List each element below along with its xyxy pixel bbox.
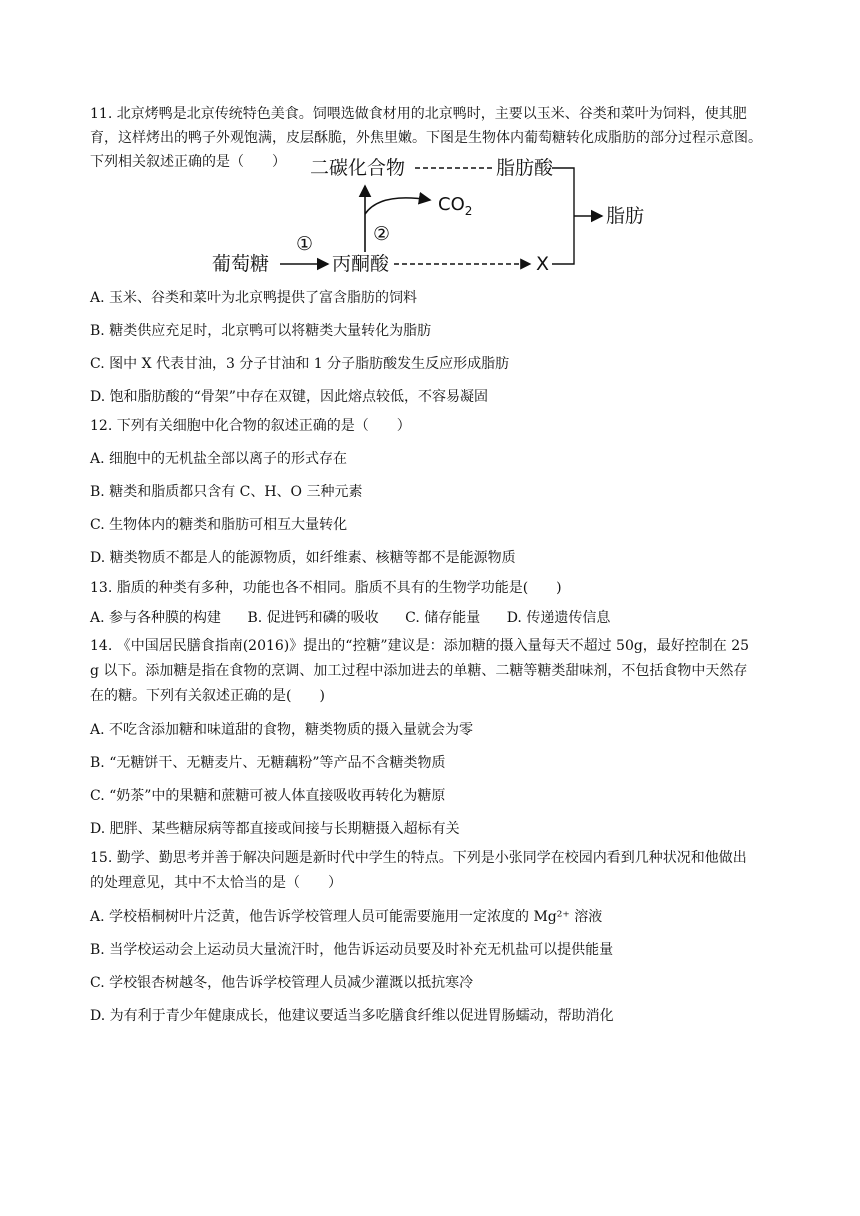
q14-stem-line-3: 在的糖。下列有关叙述正确的是( ) (90, 688, 325, 704)
q15-option-d: D. 为有利于青少年健康成长，他建议要适当多吃膳食纤维以促进胃肠蠕动，帮助消化 (90, 1008, 614, 1024)
q13-options-row (90, 608, 632, 628)
q14-stem-line-2: g 以下。添加糖是指在食物的烹调、加工过程中添加进去的单糖、二糖等糖类甜味剂，不包括食物中天然存 (90, 663, 748, 679)
q14-option-c: C. “奶茶”中的果糖和蔗糖可被人体直接吸收再转化为糖原 (90, 788, 446, 804)
q12-stem: 12. 下列有关细胞中化合物的叙述正确的是（ ） (90, 418, 411, 434)
pyruvate-label: 丙酮酸 (332, 253, 390, 275)
q15-option-a: A. 学校梧桐树叶片泛黄，他告诉学校管理人员可能需要施用一定浓度的 Mg²⁺ 溶液 (90, 909, 603, 925)
two-carbon-compound-label: 二碳化合物 (310, 157, 406, 179)
fat-label: 脂肪 (606, 205, 645, 227)
q14-option-b: B. “无糖饼干、无糖麦片、无糖藕粉”等产品不含糖类物质 (90, 755, 446, 771)
q12-option-d: D. 糖类物质不都是人的能源物质，如纤维素、核糖等都不是能源物质 (90, 550, 516, 566)
q13-option-b: B. 促进钙和磷的吸收 (247, 610, 379, 626)
q11-stem-line-3: 下列相关叙述正确的是（ ） (90, 154, 286, 170)
q13-option-d: D. 传递遗传信息 (506, 610, 611, 626)
q14-stem-line-1: 14. 《中国居民膳食指南(2016)》提出的“控糖”建议是：添加糖的摄入量每天不超过 50g，最好控制在 25 (90, 638, 750, 654)
q15-option-b: B. 当学校运动会上运动员大量流汗时，他告诉运动员要及时补充无机盐可以提供能量 (90, 942, 614, 958)
q11-option-b: B. 糖类供应充足时，北京鸭可以将糖类大量转化为脂肪 (90, 323, 432, 339)
q11-option-d: D. 饱和脂肪酸的“骨架”中存在双键，因此熔点较低，不容易凝固 (90, 389, 488, 405)
q11-stem-line-2: 育，这样烤出的鸭子外观饱满，皮层酥脆，外焦里嫩。下图是生物体内葡萄糖转化成脂肪的部分过程示意图。 (90, 130, 762, 146)
merge-bracket (552, 168, 574, 264)
q14-option-d: D. 肥胖、某些糖尿病等都直接或间接与长期糖摄入超标有关 (90, 821, 460, 837)
glucose-label: 葡萄糖 (212, 253, 270, 275)
fatty-acid-label: 脂肪酸 (496, 157, 554, 179)
q15-stem-line-1: 15. 勤学、勤思考并善于解决问题是新时代中学生的特点。下列是小张同学在校园内看到几种状况和他做出 (90, 850, 747, 866)
q12-option-a: A. 细胞中的无机盐全部以离子的形式存在 (90, 451, 348, 467)
q14-option-a: A. 不吃含添加糖和味道甜的食物，糖类物质的摄入量就会为零 (90, 722, 474, 738)
q13-option-a: A. 参与各种膜的构建 (90, 610, 222, 626)
step-2-marker: ② (373, 223, 391, 245)
q12-option-b: B. 糖类和脂质都只含有 C、H、O 三种元素 (90, 484, 363, 500)
q11-option-c: C. 图中 X 代表甘油，3 分子甘油和 1 分子脂肪酸发生反应形成脂肪 (90, 356, 510, 372)
q15-stem-line-2: 的处理意见，其中不太恰当的是（ ） (90, 875, 342, 891)
q13-stem: 13. 脂质的种类有多种，功能也各不相同。脂质不具有的生物学功能是( ) (90, 580, 562, 596)
q12-option-c: C. 生物体内的糖类和脂肪可相互大量转化 (90, 517, 348, 533)
step-1-marker: ① (296, 233, 314, 255)
q15-option-c: C. 学校银杏树越冬，他告诉学校管理人员减少灌溉以抵抗寒冷 (90, 975, 474, 991)
co2-label: $CO_2$ (438, 194, 473, 218)
x-label: X (536, 253, 550, 275)
glucose-to-fat-diagram (210, 152, 670, 280)
q13-option-c: C. 储存能量 (405, 610, 481, 626)
co2-curved-arrow (365, 198, 430, 214)
q11-option-a: A. 玉米、谷类和菜叶为北京鸭提供了富含脂肪的饲料 (90, 290, 418, 306)
q11-stem-line-1: 11. 北京烤鸭是北京传统特色美食。饲喂选做食材用的北京鸭时，主要以玉米、谷类和菜叶为饲料，使其肥 (90, 106, 747, 122)
